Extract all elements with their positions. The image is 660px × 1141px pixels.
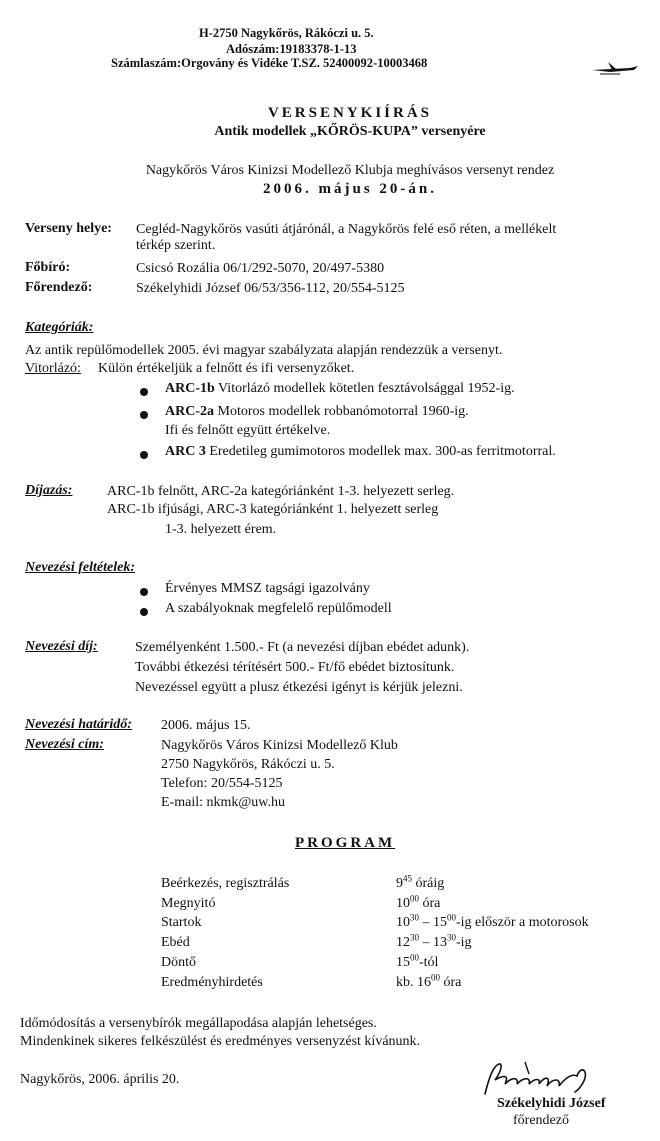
category-item <box>140 408 148 424</box>
venue-label: Verseny helye: <box>25 221 112 236</box>
program-label: Startok <box>161 915 202 930</box>
signature-icon <box>475 1058 625 1098</box>
categories-heading: Kategóriák: <box>25 320 94 335</box>
awards-line2: ARC-1b ifjúsági, ARC-3 kategóriánként 1. helyezett serleg <box>107 502 439 517</box>
category-text: Motoros modellek robbanómotorral 1960-ig. <box>217 404 469 419</box>
place-date: Nagykőrös, 2006. április 20. <box>20 1072 180 1087</box>
address-heading: Nevezési cím: <box>25 737 104 752</box>
deadline-value: 2006. május 15. <box>161 718 251 733</box>
conditions-heading: Nevezési feltételek: <box>25 560 135 575</box>
awards-line3: 1-3. helyezett érem. <box>165 522 277 537</box>
fee-line1: Személyenként 1.500.- Ft (a nevezési díjban ebédet adunk). <box>135 640 470 655</box>
judge-value: Csicsó Rozália 06/1/292-5070, 20/497-5380 <box>136 261 385 276</box>
signer-role: főrendező <box>513 1113 569 1128</box>
program-row <box>0 952 660 975</box>
program-time: $9^{45}$ óráig <box>396 873 445 891</box>
address-line1: Nagykőrös Város Kinizsi Modellező Klub <box>161 738 398 753</box>
program-time: $12^{30} - 13^{30}-ig$ <box>396 932 472 950</box>
glider-text: Külön értékeljük a felnőtt és ifi versenyzőket. <box>98 361 355 376</box>
bullet-icon <box>140 588 148 596</box>
category-item <box>165 444 556 460</box>
category-item <box>140 448 148 464</box>
category-code: ARC-2a <box>165 404 214 419</box>
program-label: Döntő <box>161 955 196 970</box>
condition-text: Érvényes MMSZ tagsági igazolvány <box>165 581 370 596</box>
condition-item <box>140 585 148 601</box>
document-subtitle: Antik modellek „KŐRÖS-KUPA” versenyére <box>214 124 486 139</box>
judge-label: Főbíró: <box>25 260 71 275</box>
bullet-icon <box>140 388 148 396</box>
organizer-label: Főrendező: <box>25 280 93 295</box>
deadline-heading: Nevezési határidő: <box>25 717 132 732</box>
venue-value-line2: térkép szerint. <box>136 238 216 253</box>
header-address: H-2750 Nagykőrös, Rákóczi u. 5. <box>199 26 374 40</box>
organizer-value: Székelyhidi József 06/53/356-112, 20/554-5125 <box>136 281 405 296</box>
fee-line3: Nevezéssel együtt a plusz étkezési igényt is kérjük jelezni. <box>135 680 463 695</box>
program-time: $10^{00}$ óra <box>396 893 441 911</box>
signer-name: Székelyhidi József <box>497 1096 606 1111</box>
condition-text: A szabályoknak megfelelő repülőmodell <box>165 601 392 616</box>
category-item <box>140 385 148 401</box>
program-label: Ebéd <box>161 935 190 950</box>
condition-item <box>140 605 148 621</box>
airplane-icon <box>590 58 640 76</box>
glider-label: Vitorlázó: <box>25 361 81 376</box>
category-code: ARC-1b <box>165 381 215 396</box>
awards-line1: ARC-1b felnőtt, ARC-2a kategóriánként 1-3. helyezett serleg. <box>107 484 455 499</box>
venue-value-line1: Cegléd-Nagykőrös vasúti átjárónál, a Nagykőrös felé eső réten, a mellékelt <box>136 222 557 237</box>
bullet-icon <box>140 451 148 459</box>
bullet-icon <box>140 608 148 616</box>
footer-note1: Időmódosítás a versenybírók megállapodása alapján lehetséges. <box>20 1016 377 1031</box>
program-time: $10^{30} - 15^{00}-ig$ először a motorosok <box>396 912 589 930</box>
program-row <box>0 873 660 896</box>
address-line2: 2750 Nagykőrös, Rákóczi u. 5. <box>161 757 335 772</box>
category-text: Vitorlázó modellek kötetlen fesztávolsággal 1952-ig. <box>218 381 515 396</box>
header-account: Számlaszám:Orgovány és Vidéke T.SZ. 52400092-10003468 <box>111 56 428 70</box>
category-item <box>165 404 469 420</box>
program-time: $15^{00}$-tól <box>396 952 439 970</box>
category-note: Ifi és felnőtt együtt értékelve. <box>165 423 331 438</box>
bullet-icon <box>140 411 148 419</box>
program-label: Beérkezés, regisztrálás <box>161 876 290 891</box>
footer-note2: Mindenkinek sikeres felkészülést és eredményes versenyzést kívánunk. <box>20 1034 421 1049</box>
document-title: VERSENYKIÍRÁS <box>267 105 433 121</box>
categories-intro: Az antik repülőmodellek 2005. évi magyar szabályzata alapján rendezzük a versenyt. <box>25 343 503 358</box>
category-item <box>165 381 515 397</box>
fee-line2: További étkezési térítésért 500.- Ft/fő ebédet biztosítunk. <box>135 660 455 675</box>
program-row <box>0 972 660 995</box>
category-text: Eredetileg gumimotoros modellek max. 300-as ferritmotorral. <box>209 444 556 459</box>
program-row <box>0 912 660 935</box>
address-email: E-mail: nkmk@uw.hu <box>161 795 285 810</box>
event-date: 2006. május 20-án. <box>262 181 437 197</box>
program-heading: PROGRAM <box>295 835 396 851</box>
program-row <box>0 893 660 916</box>
header-tax-id: Adószám:19183378-1-13 <box>226 42 357 56</box>
intro-text: Nagykőrös Város Kinizsi Modellező Klubja meghívásos versenyt rendez <box>145 163 555 178</box>
awards-heading: Díjazás: <box>25 483 73 498</box>
program-label: Eredményhirdetés <box>161 975 263 990</box>
fee-heading: Nevezési díj: <box>25 639 98 654</box>
category-code: ARC 3 <box>165 444 206 459</box>
address-line3: Telefon: 20/554-5125 <box>161 776 283 791</box>
program-row <box>0 932 660 955</box>
program-label: Megnyitó <box>161 896 216 911</box>
program-time: kb. $16^{00}$ óra <box>396 972 462 990</box>
